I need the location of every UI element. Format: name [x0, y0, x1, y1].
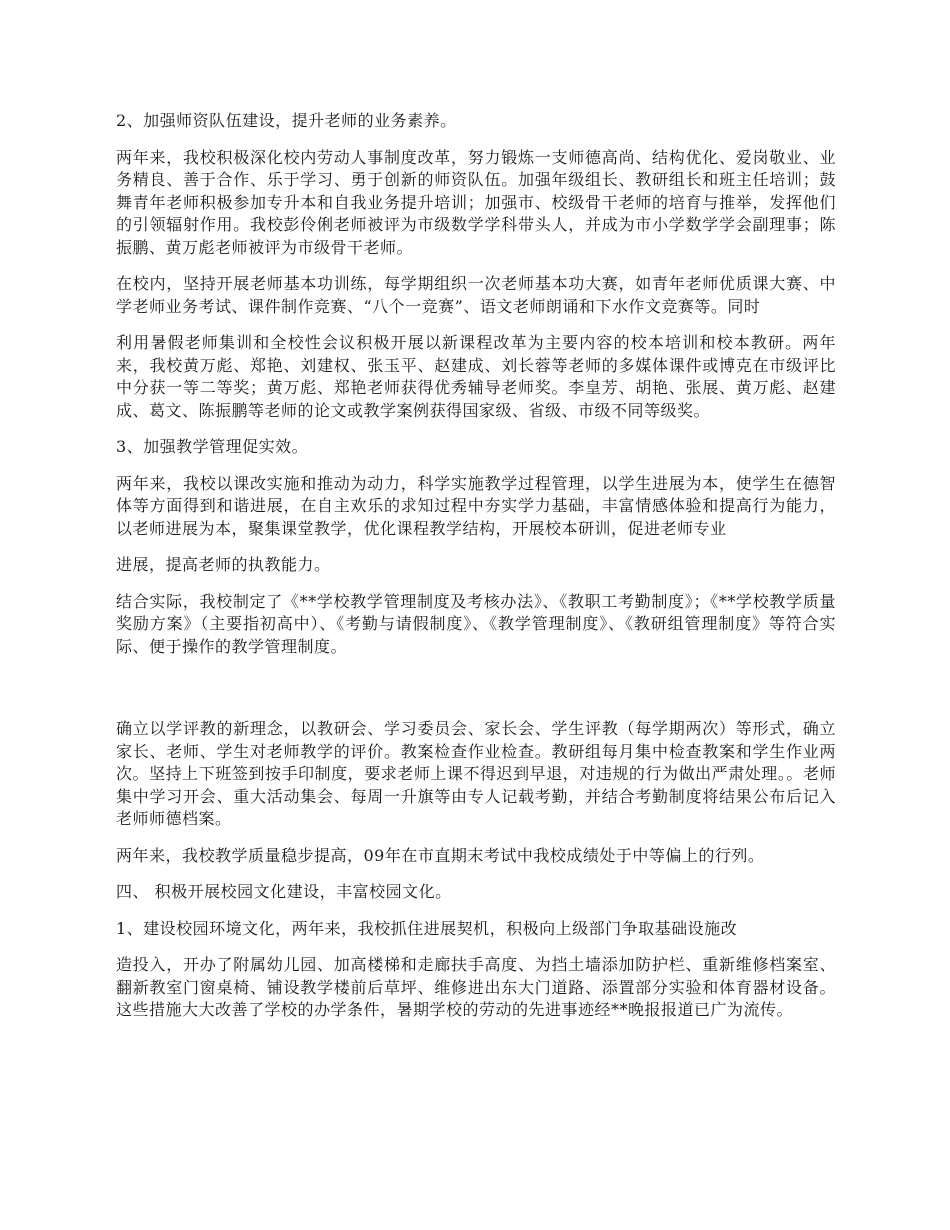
paragraph: 两年来，我校教学质量稳步提高，09年在市直期末考试中我校成绩处于中等偏上的行列。: [116, 845, 765, 865]
paragraph: 在校内，坚持开展老师基本功训练，每学期组织一次老师基本功大赛，如青年老师优质课大赛、中学老师业务考试、课件制作竞赛、“八个一竞赛”、语文老师朗诵和下水作文竞赛等。同时: [116, 274, 836, 316]
paragraph: 利用暑假老师集训和全校性会议积极开展以新课程改革为主要内容的校本培训和校本教研。两年来，我校黄万彪、郑艳、刘建权、张玉平、赵建成、刘长蓉等老师的多媒体课件或博克在市级评比中分获一等二等奖；黄万彪、郑艳老师获得优秀辅导老师奖。李皇芳、胡艳、张展、黄万彪、赵建成、葛文、陈振鹏等老师的论文或教学案例获得国家级、省级、市级不同等级奖。: [116, 333, 836, 420]
paragraph: 造投入，开办了附属幼儿园、加高楼梯和走廊扶手高度、为挡土墙添加防护栏、重新维修档案室、翻新教室门窗桌椅、铺设教学楼前后草坪、维修进出东大门道路、添置部分实验和体育器材设备。这些措施大大改善了学校的办学条件，暑期学校的劳动的先进事迹经**晚报报道已广为流传。: [116, 955, 836, 1019]
blank-space: [116, 672, 836, 718]
paragraph: 进展，提高老师的执教能力。: [116, 555, 331, 574]
section-heading-teacher-team: 2、加强师资队伍建设，提升老师的业务素养。: [116, 111, 457, 130]
section-heading-teaching-management: 3、加强教学管理促实效。: [116, 437, 309, 456]
paragraph: 结合实际，我校制定了《**学校教学管理制度及考核办法》、《教职工考勤制度》；《**学校教学质量奖励方案》（主要指初高中）、《考勤与请假制度》、《教学管理制度》、《教研组管理制度》等符合实际、便于操作的教学管理制度。: [116, 591, 836, 656]
paragraph: 两年来，我校以课改实施和推动为动力，科学实施教学过程管理，以学生进展为本，使学生在德智体等方面得到和谐进展，在自主欢乐的求知过程中夯实学力基础，丰富情感体验和提高行为能力，以老师进展为本，聚集课堂教学，优化课程教学结构，开展校本研训，促进老师专业: [116, 473, 836, 538]
section-heading-environment-culture: 1、建设校园环境文化，两年来，我校抓住进展契机，积极向上级部门争取基础设施改: [116, 918, 738, 938]
section-heading-campus-culture: 四、 积极开展校园文化建设，丰富校园文化。: [116, 882, 452, 901]
document-body: [116, 110, 836, 1036]
paragraph: 两年来，我校积极深化校内劳动人事制度改革，努力锻炼一支师德高尚、结构优化、爱岗敬业、业务精良、善于合作、乐于学习、勇于创新的师资队伍。加强年级组长、教研组长和班主任培训；鼓舞青年老师积极参加专升本和自我业务提升培训；加强市、校级骨干老师的培育与推举，发挥他们的引领辐射作用。我校彭伶俐老师被评为市级数学学科带头人，并成为市小学数学学会副理事；陈振鹏、黄万彪老师被评为市级骨干老师。: [116, 147, 836, 257]
paragraph: 确立以学评教的新理念，以教研会、学习委员会、家长会、学生评教（每学期两次）等形式，确立家长、老师、学生对老师教学的评价。教案检查作业检查。教研组每月集中检查教案和学生作业两次。坚持上下班签到按手印制度，要求老师上课不得迟到早退，对违规的行为做出严肃处理。。老师集中学习开会、重大活动集会、每周一升旗等由专人记载考勤，并结合考勤制度将结果公布后记入老师师德档案。: [116, 719, 836, 828]
